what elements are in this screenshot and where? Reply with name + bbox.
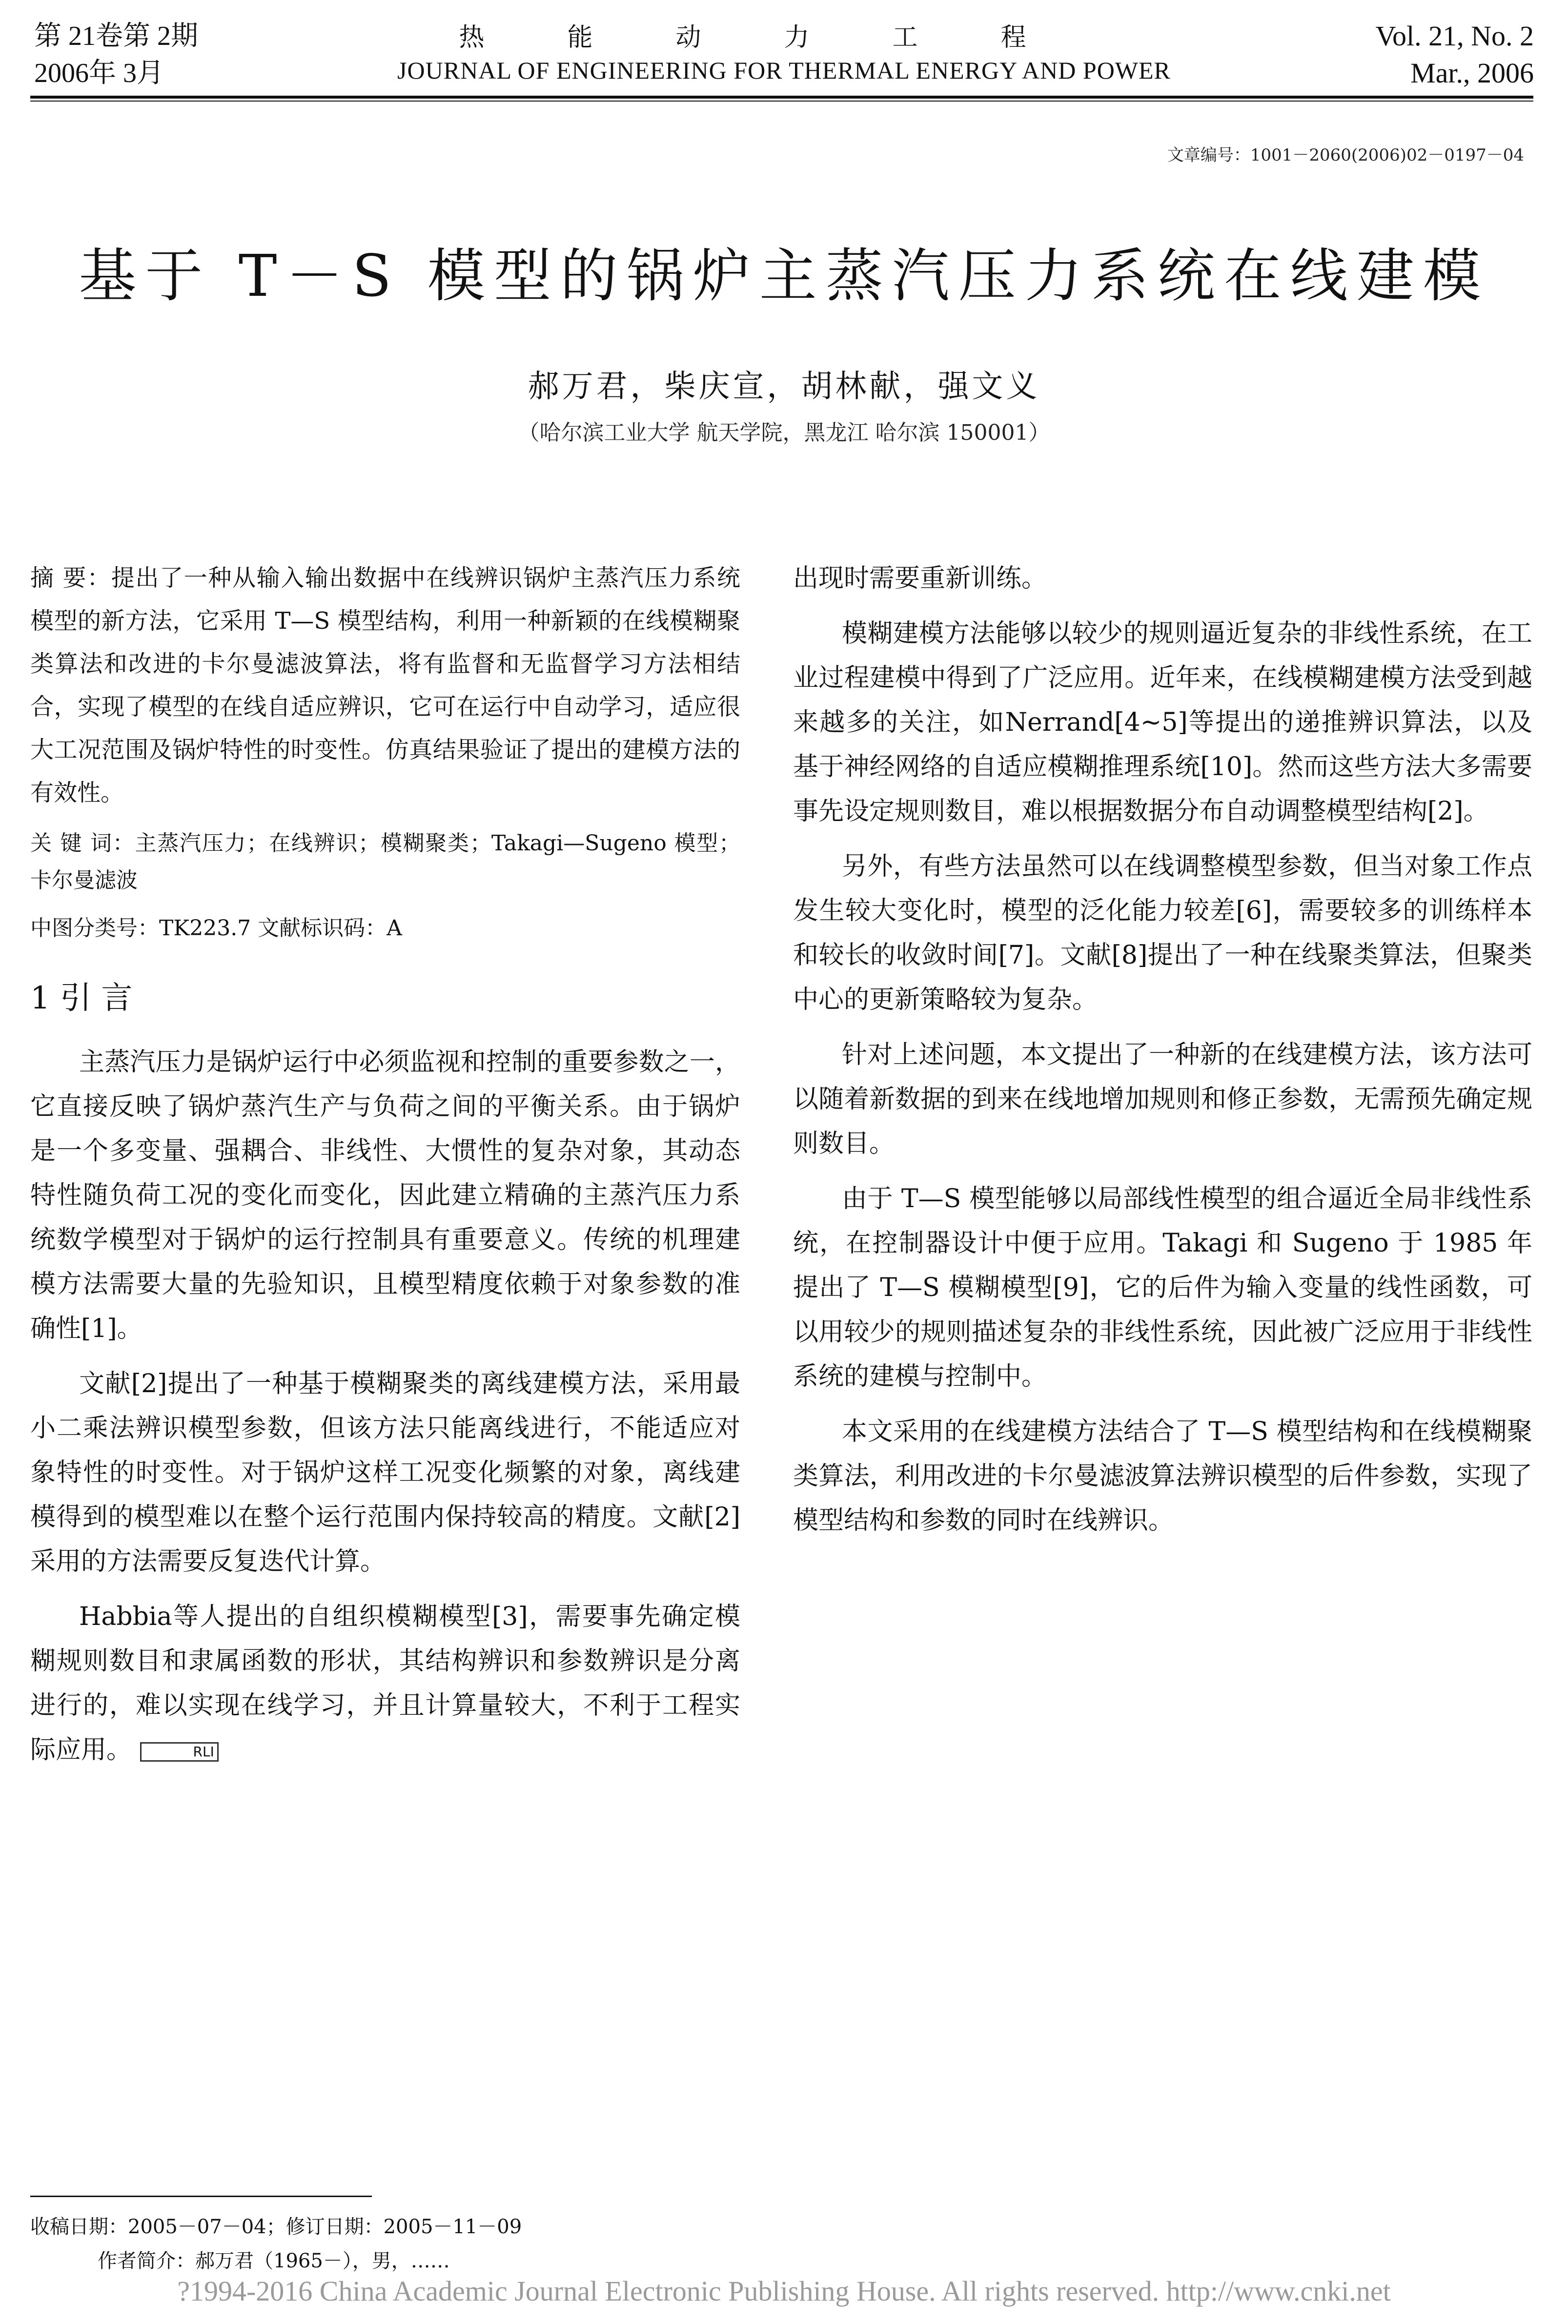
- journal-title-en: JOURNAL OF ENGINEERING FOR THERMAL ENERGY AND POWER: [397, 57, 1171, 84]
- section-heading-introduction: 1 引 言: [30, 980, 133, 1016]
- footnote-rule: [30, 2196, 372, 2197]
- header-rule-thick: [30, 96, 1533, 99]
- left-paragraph-3: [30, 1595, 740, 1772]
- header-rule-thin: [30, 101, 1533, 102]
- left-column: [30, 556, 740, 1783]
- journal-issue-info-en: [1376, 18, 1534, 92]
- right-paragraph-4: 针对上述问题，本文提出了一种新的在线建模方法，该方法可以随着新数据的到来在线地增加规则和修正参数，无需预先确定规则数目。: [793, 1040, 1532, 1158]
- right-paragraph-2: 模糊建模方法能够以较少的规则逼近复杂的非线性系统，在工业过程建模中得到了广泛应用。近年来，在线模糊建模方法受到越来越多的关注，如Nerrand[4~5]等提出的递推辨识算法，以及基于神经网络的自适应模糊推理系统[10]。然而这些方法大多需要事先设定规则数目，难以根据数据分布自动调整模型结构[2]。: [793, 619, 1532, 826]
- author-list: 郝万君，柴庆宣，胡林献，强文义: [528, 369, 1040, 405]
- copyright-footer: ?1994-2016 China Academic Journal Electronic Publishing House. All rights reserved. http://www.cnki.net: [177, 2275, 1391, 2307]
- left-paragraph-2: 文献[2]提出了一种基于模糊聚类的离线建模方法，采用最小二乘法辨识模型参数，但该方法只能离线进行，不能适应对象特性的时变性。对于锅炉这样工况变化频繁的对象，离线建模得到的模型难以在整个运行范围内保持较高的精度。文献[2]采用的方法需要反复迭代计算。: [30, 1369, 740, 1576]
- left-paragraph-1: 主蒸汽压力是锅炉运行中必须监视和控制的重要参数之一，它直接反映了锅炉蒸汽生产与负荷之间的平衡关系。由于锅炉是一个多变量、强耦合、非线性、大惯性的复杂对象，其动态特性随负荷工况的变化而变化，因此建立精确的主蒸汽压力系统数学模型对于锅炉的运行控制具有重要意义。传统的机理建模方法需要大量的先验知识，且模型精度依赖于对象参数的准确性[1]。: [30, 1048, 740, 1343]
- footnote-received-date: 收稿日期：2005－07－04；修订日期：2005－11－09: [30, 2216, 522, 2238]
- right-paragraph-1: 出现时需要重新训练。: [793, 564, 1047, 593]
- right-paragraph-5: 由于 T—S 模型能够以局部线性模型的组合逼近全局非线性系统，在控制器设计中便于应用。Takagi 和 Sugeno 于 1985 年提出了 T—S 模糊模型[9]，它的后件为输入变量的线性函数，可以用较少的规则描述复杂的非线性系统，因此被广泛应用于非线性系统的建模与控制中。: [793, 1184, 1532, 1391]
- right-paragraph-6: 本文采用的在线建模方法结合了 T—S 模型结构和在线模糊聚类算法，利用改进的卡尔曼滤波算法辨识模型的后件参数，实现了模型结构和参数的同时在线辨识。: [793, 1417, 1532, 1535]
- paper-title: 基于 T－S 模型的锅炉主蒸汽压力系统在线建模: [79, 242, 1489, 309]
- issue-date: 2006年 3月: [34, 58, 164, 88]
- abstract: 摘 要：提出了一种从输入输出数据中在线辨识锅炉主蒸汽压力系统模型的新方法，它采用 T—S 模型结构，利用一种新颖的在线模糊聚类算法和改进的卡尔曼滤波算法，将有监督和无监督学习方法相结合，实现了模型的在线自适应辨识，它可在运行中自动学习，适应很大工况范围及锅炉特性的时变性。仿真结果验证了提出的建模方法的有效性。: [30, 564, 740, 806]
- right-column: [793, 556, 1532, 1554]
- publication-date: Mar., 2006: [1410, 57, 1534, 89]
- footnote-author-bio: 作者简介：郝万君（1965－），男，……: [98, 2250, 450, 2272]
- right-paragraph-3: 另外，有些方法虽然可以在线调整模型参数，但当对象工作点发生较大变化时，模型的泛化能力较差[6]，需要较多的训练样本和较长的收敛时间[7]。文献[8]提出了一种在线聚类算法，但聚类中心的更新策略较为复杂。: [793, 852, 1532, 1014]
- author-affiliation: （哈尔滨工业大学 航天学院，黑龙江 哈尔滨 150001）: [518, 420, 1050, 445]
- classification-code: 中图分类号：TK223.7 文献标识码：A: [30, 916, 402, 941]
- issue-volume: 第 21卷第 2期: [34, 21, 198, 51]
- left-paragraph-3-text: Habbia等人提出的自组织模糊模型[3]，需要事先确定模糊规则数目和隶属函数的形状，其结构辨识和参数辨识是分离进行的，难以实现在线学习，并且计算量较大，不利于工程实际应用。: [30, 1602, 740, 1765]
- keywords: 关 键 词：主蒸汽压力；在线辨识；模糊聚类；Takagi—Sugeno 模型；卡尔曼滤波: [30, 831, 740, 893]
- volume-number: Vol. 21, No. 2: [1375, 20, 1534, 52]
- journal-title-block: [0, 17, 1568, 84]
- rli-badge: RLI: [140, 1742, 219, 1762]
- article-number: 文章编号：1001－2060(2006)02－0197－04: [1167, 145, 1524, 165]
- journal-title-cn: 热能动力工程: [459, 24, 1109, 52]
